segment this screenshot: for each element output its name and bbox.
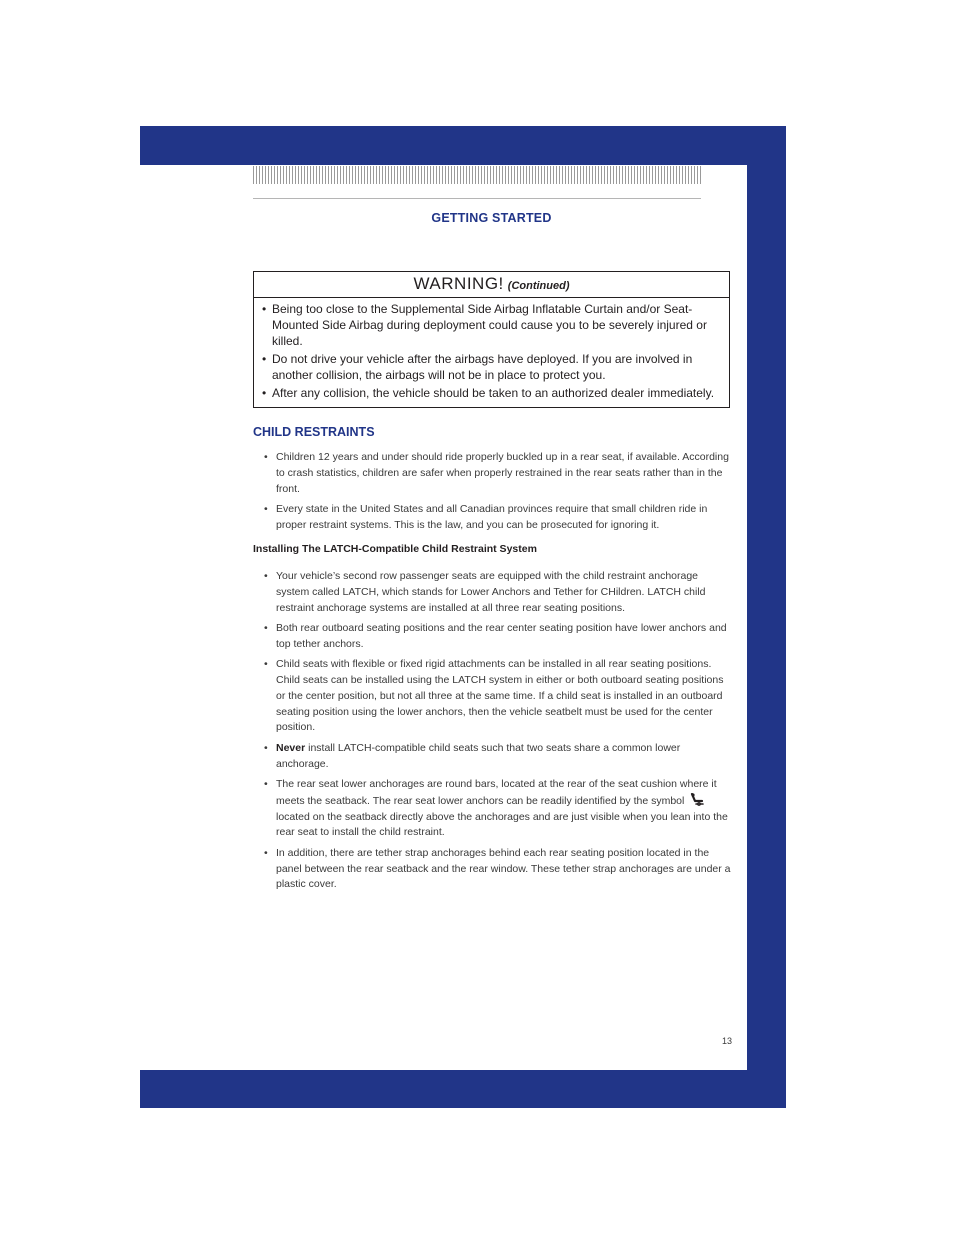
warning-item: • Do not drive your vehicle after the airbags have deployed. If you are involved in another collision, the airbags will not be in place to protect you. xyxy=(262,352,693,382)
list-item: • Child seats with flexible or fixed rigid attachments can be installed in all rear seating positions. Child seats can be installed using the LATCH system in either or both outboard seating positions or the center position, but not all three at the same time. If a child seat is installed in an outboard seating position using the lower anchors, then the vehicle seatbelt must be used for the center position. xyxy=(264,658,724,734)
warning-item: • After any collision, the vehicle should be taken to an authorized dealer immediately. xyxy=(262,386,715,400)
list-item: • Both rear outboard seating positions and the rear center seating position have lower anchors and top tether anchors. xyxy=(264,621,727,650)
never-emphasis: Never xyxy=(276,741,306,754)
warning-item: • Being too close to the Supplemental Side Airbag Inflatable Curtain and/or Seat-Mounted Side Airbag during deployment could cause you to be severely injured or killed. xyxy=(262,302,707,348)
list-item: • Children 12 years and under should ride properly buckled up in a rear seat, if available. According to crash statistics, children are safer when properly restrained in the rear seats rather than in the front. xyxy=(264,451,729,495)
list-item: • In addition, there are tether strap anchorages behind each rear seating position located in the panel between the rear seatback and the rear window. These tether strap anchorages are under a plastic cover. xyxy=(264,846,731,891)
child-seat-anchor-icon xyxy=(689,793,705,806)
warning-continued: (Continued) xyxy=(507,280,570,292)
warning-box xyxy=(253,271,730,408)
list-item: • Never install LATCH-compatible child seats such that two seats share a common lower anchorage. xyxy=(264,741,681,770)
header-ruler xyxy=(253,166,703,184)
list-item: • Every state in the United States and all Canadian provinces require that small children ride in proper restraint systems. This is the law, and you can be prosecuted for ignoring it. xyxy=(264,502,708,531)
list-item: • The rear seat lower anchorages are round bars, located at the rear of the seat cushion where it meets the seatback. The rear seat lower anchors can be readily identified by the symbol located on the seatback directly above the anchorages and are just visible when you lean into the rear seat to install the child restraint. xyxy=(264,777,728,839)
warning-title: WARNING! xyxy=(413,274,504,293)
child-restraints-list xyxy=(262,450,732,538)
list-item: • Your vehicle’s second row passenger seats are equipped with the child restraint anchorage system called LATCH, which stands for Lower Anchors and Tether for CHildren. LATCH child restraint anchorage systems are installed at all three rear seating positions. xyxy=(264,570,706,614)
warning-title-row xyxy=(254,272,729,298)
child-restraints-heading: CHILD RESTRAINTS xyxy=(253,425,375,439)
section-title: GETTING STARTED xyxy=(431,211,552,225)
latch-heading: Installing The LATCH-Compatible Child Restraint System xyxy=(253,543,537,555)
warning-list xyxy=(254,298,729,401)
latch-list xyxy=(262,569,732,898)
header-divider xyxy=(253,198,701,199)
page-number: 13 xyxy=(721,1036,732,1046)
